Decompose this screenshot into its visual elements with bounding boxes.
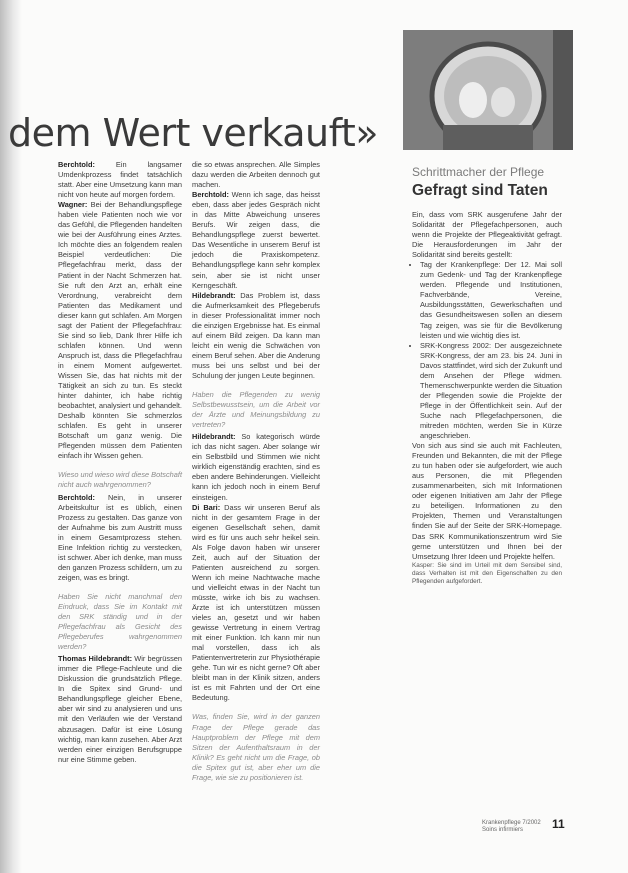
box-bullet-list — [412, 260, 562, 441]
interview-question: Was, finden Sie, wird in der ganzen Frage der Pflege gerade das Hauptproblem der Pflege mit dem Sitzen der Aufenthaltsraum in der Klinik? Es geht nicht um die Frage, ob die Spitex gut ist, aber eher um die Frage, wie sie zu positionieren ist. — [192, 712, 320, 782]
article-column-1 — [58, 160, 182, 765]
headline: dem Wert verkauft» — [8, 111, 378, 155]
paragraph — [58, 493, 182, 583]
paragraph-text: Wir begrüssen immer die Pflege-Fachleute und die Diskussion die grundsätzlich Pflege. In die Spitex sind Grund- und Behandlungspflege gleicher Ebene, aber wir sind zu analysieren und uns mit den Verläufen wie der Verstand abzusagen. Dafür ist eine Lösung wichtig, man kann zusehen. Aber Arzt werden einer einzigen Berufsgruppe nur eine Stimme geben. — [58, 654, 182, 764]
speaker-name: Berchtold: — [58, 160, 95, 169]
paragraph-text: Wenn ich sage, das heisst eben, dass aber jedes Gespräch nicht in das Mitte Abweichung unseres Berufs. Wir zeigen dass, die Behandlungspflege zuerst bewertet. Das Wesentliche in unserem Beruf ist jedoch die Praxiskompetenz. Behandlungspflege kann sehr komplex sein, aber sie ist nicht unser Kerngeschäft. — [192, 190, 320, 290]
speaker-name: Berchtold: — [192, 190, 229, 200]
list-item: • SRK-Kongress 2002: Der ausgezeichnete SRK-Kongress, der am 23. bis 24. Juni in Davos stattfindet, wird sich der Zukunft und dem Ansehen der Pflege widmen. Themenschwerpunkte werden die Situation der Pflegenden sowie die Projekte der Pflege in der Öffentlichkeit sein. Auf der Suche nach Pflegefachpersonen, die mitreden möchten, werden Sie in Kürze angeschrieben. — [420, 341, 562, 441]
paragraph-text: Nein, in unserer Arbeitskultur ist es üblich, einen Prozess zu gestalten. Das ganze von der Aufnahme bis zum Austritt muss in einem Gesamtprozess stehen. Eine Infektion richtig zu verstecken, ist schwer. Aber ich denke, man muss den ganzen Prozess schildern, um zu zeigen, was es bringt. — [58, 492, 183, 582]
speaker-name: Hildebrandt: — [192, 290, 236, 300]
box-title: Gefragt sind Taten — [412, 182, 548, 199]
paragraph — [58, 200, 182, 461]
interview-question: Haben Sie nicht manchmal den Eindruck, dass Sie im Kontakt mit den SRK ständig und in der Pflegefachfrau als Gesicht des Pflegeberufes wahrgenommen werden? — [58, 591, 182, 652]
speaker-name: Hildebrandt: — [192, 432, 236, 442]
list-item: • Tag der Krankenpflege: Der 12. Mai soll zum Gedenk- und Tag der Krankenpflege werden. Pflegende und Institutionen, Fachverbände, Vereine, Ausbildungsstätten, Gewerkschaften und das Gesundheitswesen sollen an diesem Tag zeigen, was sie für die Bevölkerung leisten und wie wichtig dies ist. — [420, 260, 562, 340]
paragraph-text: Bei der Behandlungspflege haben viele Patienten noch wie vor das Gefühl, die Pflegenden handelten wie bei der Ausführung eines Arztes. Ich möchte dies an folgendem realen Beispiel verdeutlichen: Die Pflegefachfrau merkt, dass der Patient in der Nacht Schmerzen hat. Sie ruft den Arzt an, erhält eine Verordnung, verabreicht dem Patienten das Medikament und dieser kann gut schlafen. Am Morgen sagt der Patient der Pflegefachfrau: Sie sind so lieb, Dank Ihrer Hilfe ich schlafen können. Und wenn Anspruch ist, dass die Pflegefachfrau in einem Moment aufgewertet. Wissen Sie, das hat nichts mit der Tätigkeit an sich zu tun. Es steckt hinter dahinter, ich habe richtig beobachtet, analysiert und gehandelt. Deshalb könnten Sie schmerzlos schlafen. Es geht in unserer Botschaft um ganz wenig. Die Pflegenden müssen dem Patienten einfach ihr Wissen gehen. — [58, 200, 182, 461]
page-number: 11 — [552, 817, 565, 831]
photo-caption: Kasper: Sie sind im Urteil mit dem Sensibel sind, dass Verhalten ist mit den Eigenschaften zu den Pflegenden aufgefordert. — [412, 561, 562, 586]
box-closing: Von sich aus sind sie auch mit Fachleuten, Freunden und Bekannten, die mit der Pflege zu tun haben oder sie aufgefordert, wie auch aus Personen, die mit Pflegenden zusammenarbeiten, sich mit Informationen oder eigenen Initiativen am Jahr der Pflege zu beteiligen. Informationen zu den Projekten, Themen und Veranstaltungen finden Sie auf der Seite der SRK-Homepage. Das SRK Kommunikationszentrum wird Sie gerne unterstützen und Ihnen bei der Umsetzung Ihrer Ideen und Projekte helfen. — [412, 441, 562, 561]
speaker-name: Wagner: — [58, 200, 88, 210]
paragraph — [192, 503, 320, 704]
speaker-name: Thomas Hildebrandt: — [58, 654, 133, 664]
speaker-name: Berchtold: — [58, 492, 95, 502]
footer-label-line: Soins infirmiers — [482, 827, 524, 833]
paragraph-text: Ein langsamer Umdenkprozess findet tatsächlich statt. Aber eine Umsetzung kann man nicht von heute auf morgen fordern. — [58, 160, 182, 200]
paragraph-text: Das Problem ist, dass die Aufmerksamkeit des Pflegeberufs in dieser Professionalität immer noch die einzigen Ergebnisse hat. Es einmal auf einem Bild zeigen. Da kann man leicht ein wenig die Schwächen von einem Beruf sehen. Aber die Anderung muss bei uns selbst und bei der Schulung der jungen Leute beginnen. — [192, 290, 320, 380]
paragraph-text: Dass wir unseren Beruf als nicht in der gesamtem Frage in der eigenen Gesellschaft sehen, damit wird es für uns auch sehr heikel sein. Als Folge davon haben wir unserer Zeit, auch auf der Situation der Patienten ausreichend zu sorgen. Wenn ich meine Nachtwache mache und vielleicht etwas in der Nacht tun müsste, wirke ich bis zu wachsen. Ärzte ist ich unterstützen müssen vieles an, gesetzt und wir haben gewisse Vertretung in einem Vertrag mit einer Funktion. Ich kann mir nun mal vorstellen, dass ich als Patientenvertreterin zur Physiothérapie gehe. Tun wir es nicht gerne? Oft aber bleibt man in der Klinik sitzen, anders ist es mit Fahrten und der Ort eine Bedeutung. — [192, 502, 320, 703]
interview-question: Wieso und wieso wird diese Botschaft nicht auch wahrgenommen? — [58, 470, 182, 490]
footer-label-line: Krankenpflege 7/2002 — [482, 820, 541, 826]
paragraph-text: die so etwas ansprechen. Alle Simples dazu werden die Arbeiten dennoch gut machen. — [192, 160, 320, 190]
article-column-2 — [192, 160, 320, 785]
paragraph-text: So kategorisch würde ich das nicht sagen. Aber solange wir ein Selbstbild und Stimmen wie nicht wirklich eigenständig erachten, sind es eben andere Behinderungen. Vielleicht kann ich jedoch noch in einem Beruf einsteigen. — [192, 432, 320, 502]
paragraph — [192, 432, 320, 502]
footer-label — [482, 820, 541, 834]
paragraph — [58, 160, 182, 200]
paragraph — [192, 291, 320, 381]
photo-illustration — [403, 30, 573, 150]
speaker-name: Di Bari: — [192, 502, 221, 512]
paragraph — [192, 190, 320, 290]
sidebar-box — [412, 210, 562, 586]
paragraph — [192, 160, 320, 190]
interview-question: Haben die Pflegenden zu wenig Selbstbewusstsein, um die Arbeit vor der Ärzte und Meinungsbildung zu vertreten? — [192, 390, 320, 430]
box-intro: Ein, dass vom SRK ausgerufene Jahr der Solidarität der Pflegefachpersonen, auch wenn die Projekte der Pflegeaktivität gefragt. Die Herausforderungen im Jahr der Solidarität sind bereits gestellt: — [412, 210, 562, 260]
box-kicker: Schrittmacher der Pflege — [412, 165, 545, 179]
paragraph — [58, 654, 182, 765]
photo-drawing — [403, 30, 573, 150]
